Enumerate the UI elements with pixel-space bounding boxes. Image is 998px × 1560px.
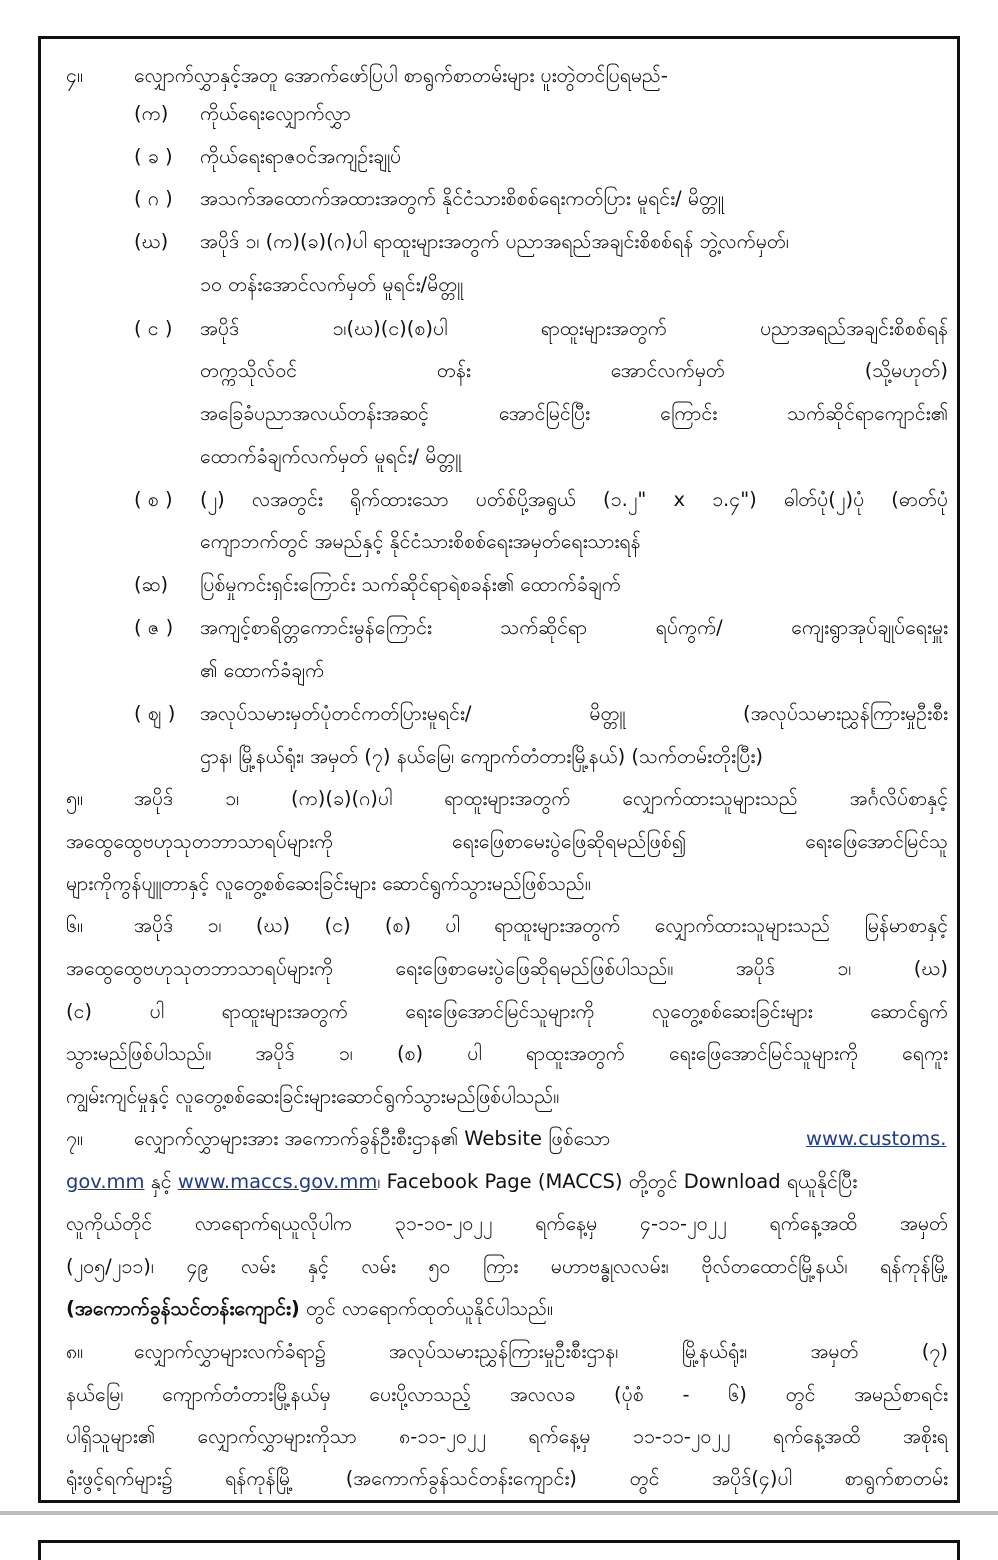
- section-7-line-5-rest: တွင် လာရောက်ထုတ်ယူနိုင်ပါသည်။: [299, 1297, 553, 1320]
- section-4-title: လျှောက်လွှာနှင့်အတူ အောက်ဖော်ပြပါ စာရွက်စာတမ်းများ ပူးတွဲတင်ပြရမည်-: [134, 64, 668, 87]
- section-6-line-3: (င) ပါ ရာထူးများအတွက် ရေးဖြေအောင်မြင်သူများကို လူတွေ့စစ်ဆေးခြင်းများ ဆောင်ရွက်: [66, 1000, 948, 1023]
- item-label-hsa: (ဆ): [134, 573, 169, 596]
- section-6-line-1: အပိုဒ် ၁၊ (ဃ) (င) (စ) ပါ ရာထူးများအတွက် လျှောက်ထားသူများသည် မြန်မာစာနှင့်: [134, 914, 948, 937]
- section-6-number: ၆။: [66, 914, 83, 937]
- section-7-line-2: [66, 1170, 857, 1194]
- item-nga-line-2: တက္ကသိုလ်ဝင် တန်း အောင်လက်မှတ် (သို့မဟုတ်): [200, 359, 948, 382]
- item-za-line-2: ၏ ထောက်ခံချက်: [200, 659, 325, 682]
- item-nga-line-4: ထောက်ခံချက်လက်မှတ် မူရင်း/ မိတ္တူ: [200, 445, 461, 468]
- customs-website-link-cont[interactable]: gov.mm: [66, 1170, 145, 1193]
- item-zha-line-2: ဌာန၊ မြို့နယ်ရုံး၊ အမှတ် (၇) နယ်မြေ၊ ကျောက်တံတားမြို့နယ်) (သက်တမ်းတိုးပြီး): [200, 745, 763, 768]
- section-7-and: နှင့်: [144, 1170, 178, 1193]
- section-7-number: ၇။: [66, 1127, 83, 1150]
- maccs-website-link[interactable]: www.maccs.gov.mm: [177, 1170, 378, 1193]
- item-label-ka: (က): [134, 102, 169, 125]
- section-5-number: ၅။: [66, 787, 83, 810]
- section-5-line-2: အထွေထွေဗဟုသုတဘာသာရပ်များကို ရေးဖြေစာမေးပွဲဖြေဆိုရမည်ဖြစ်၍ ရေးဖြေအောင်မြင်သူ: [66, 830, 948, 853]
- item-label-gha: (ဃ): [134, 230, 169, 253]
- item-sa-line-1: (၂) လအတွင်း ရိုက်ထားသော ပတ်စ်ပို့အရွယ် (၁.၂" x ၁.၄") ဓါတ်ပုံ(၂)ပုံ (ဓာတ်ပုံ: [200, 488, 948, 511]
- section-5-line-3: များကိုကွန်ပျူတာနှင့် လူတွေ့စစ်ဆေးခြင်းများ ဆောင်ရွက်သွားမည်ဖြစ်သည်။: [66, 872, 591, 895]
- item-ga-text: အသက်အထောက်အထားအတွက် နိုင်ငံသားစိစစ်ရေးကတ်ပြား မူရင်း/ မိတ္တူ: [200, 187, 724, 210]
- page-separator: [0, 1511, 998, 1515]
- item-label-nga: ( င ): [134, 317, 173, 340]
- section-8-line-1: လျှောက်လွှာများလက်ခံရာ၌ အလုပ်သမားညွှန်ကြားမှုဦးစီးဌာန၊ မြို့နယ်ရုံး၊ အမှတ် (၇): [134, 1340, 948, 1363]
- section-8-line-2: နယ်မြေ၊ ကျောက်တံတားမြို့နယ်မှ ပေးပို့လာသည့် အလလခ (ပုံစံ - ၆) တွင် အမည်စာရင်း: [66, 1383, 948, 1406]
- item-nga-line-3: အခြေခံပညာအလယ်တန်းအဆင့် အောင်မြင်ပြီး ကြောင်း သက်ဆိုင်ရာကျောင်း၏: [200, 402, 948, 425]
- section-7-line-2-rest: ၊ Facebook Page (MACCS) တို့တွင် Download ရယူနိုင်ပြီး: [377, 1170, 858, 1193]
- item-label-za: ( ဇ ): [134, 616, 174, 639]
- item-label-sa: ( စ ): [134, 488, 173, 511]
- section-8-line-4: ရုံးဖွင့်ရက်များ၌ ရန်ကုန်မြို့ (အကောက်ခွန်သင်တန်းကျောင်း) တွင် အပိုဒ်(၄)ပါ စာရွက်စာတမ်း: [66, 1467, 948, 1490]
- customs-training-school-label: (အကောက်ခွန်သင်တန်းကျောင်း): [66, 1297, 300, 1320]
- section-6-line-5: ကျွမ်းကျင်မှုနှင့် လူတွေ့စစ်ဆေးခြင်းများဆောင်ရွက်သွားမည်ဖြစ်ပါသည်။: [66, 1085, 560, 1108]
- item-nga-line-1: အပိုဒ် ၁၊(ဃ)(င)(စ)ပါ ရာထူးများအတွက် ပညာအရည်အချင်းစိစစ်ရန်: [200, 317, 948, 340]
- next-page-frame: [38, 1540, 960, 1560]
- section-7-line-4: (၂၀၅/၂၁၁)၊ ၄၉ လမ်း နှင့် လမ်း ၅၀ ကြား မဟာဗန္ဓုလလမ်း၊ ဗိုလ်တထောင်မြို့နယ်၊ ရန်ကုန်မြို့: [66, 1255, 948, 1278]
- section-8-line-3: ပါရှိသူများ၏ လျှောက်လွှာများကိုသာ ၈-၁၁-၂၀၂၂ ရက်နေ့မှ ၁၁-၁၁-၂၀၂၂ ရက်နေ့အထိ အစိုးရ: [66, 1425, 948, 1448]
- section-8-number: ၈။: [66, 1340, 84, 1363]
- item-sa-line-2: ကျောဘက်တွင် အမည်နှင့် နိုင်ငံသားစိစစ်ရေးအမှတ်ရေးသားရန်: [200, 530, 641, 553]
- section-6-line-2: အထွေထွေဗဟုသုတဘာသာရပ်များကို ရေးဖြေစာမေးပွဲဖြေဆိုရမည်ဖြစ်ပါသည်။ အပိုဒ် ၁၊ (ဃ): [66, 957, 948, 980]
- page-frame: [38, 36, 960, 1503]
- item-gha-line-2: ၁၀ တန်းအောင်လက်မှတ် မူရင်း/မိတ္တူ: [200, 273, 463, 296]
- item-za-line-1: အကျင့်စာရိတ္တကောင်းမွန်ကြောင်း သက်ဆိုင်ရာ ရပ်ကွက်/ ကျေးရွာအုပ်ချုပ်ရေးမှူး: [200, 616, 948, 639]
- item-kha-text: ကိုယ်ရေးရာဇဝင်အကျဉ်းချုပ်: [200, 145, 402, 168]
- item-label-ga: ( ဂ ): [134, 187, 173, 210]
- section-7-line-5: [66, 1297, 553, 1321]
- section-5-line-1: အပိုဒ် ၁၊ (က)(ခ)(ဂ)ပါ ရာထူးများအတွက် လျှောက်ထားသူများသည် အင်္ဂလိပ်စာနှင့်: [134, 787, 948, 810]
- customs-website-link[interactable]: www.customs.: [806, 1127, 947, 1150]
- section-6-line-4: သွားမည်ဖြစ်ပါသည်။ အပိုဒ် ၁၊ (စ) ပါ ရာထူးအတွက် ရေးဖြေအောင်မြင်သူများကို ရေကူး: [66, 1042, 948, 1065]
- item-gha-line-1: အပိုဒ် ၁၊ (က)(ခ)(ဂ)ပါ ရာထူးများအတွက် ပညာအရည်အချင်းစိစစ်ရန် ဘွဲ့လက်မှတ်၊: [200, 230, 789, 253]
- item-label-kha: ( ခ ): [134, 145, 173, 168]
- item-ka-text: ကိုယ်ရေးလျှောက်လွှာ: [200, 102, 351, 125]
- section-7-line-3: လူကိုယ်တိုင် လာရောက်ရယူလိုပါက ၃၁-၁၀-၂၀၂၂ ရက်နေ့မှ ၄-၁၁-၂၀၂၂ ရက်နေ့အထိ အမှတ်: [66, 1212, 948, 1235]
- item-zha-line-1: အလုပ်သမားမှတ်ပုံတင်ကတ်ပြားမူရင်း/ မိတ္တူ (အလုပ်သမားညွှန်ကြားမှုဦးစီး: [200, 702, 948, 725]
- item-label-zha: ( ဈ ): [134, 702, 176, 725]
- section-7-line-1-text: လျှောက်လွှာများအား အကောက်ခွန်ဦးစီးဌာန၏ Website ဖြစ်သော: [134, 1127, 611, 1150]
- item-hsa-text: ပြစ်မှုကင်းရှင်းကြောင်း သက်ဆိုင်ရာရဲစခန်း၏ ထောက်ခံချက်: [200, 573, 621, 596]
- section-4-number: ၄။: [66, 64, 83, 87]
